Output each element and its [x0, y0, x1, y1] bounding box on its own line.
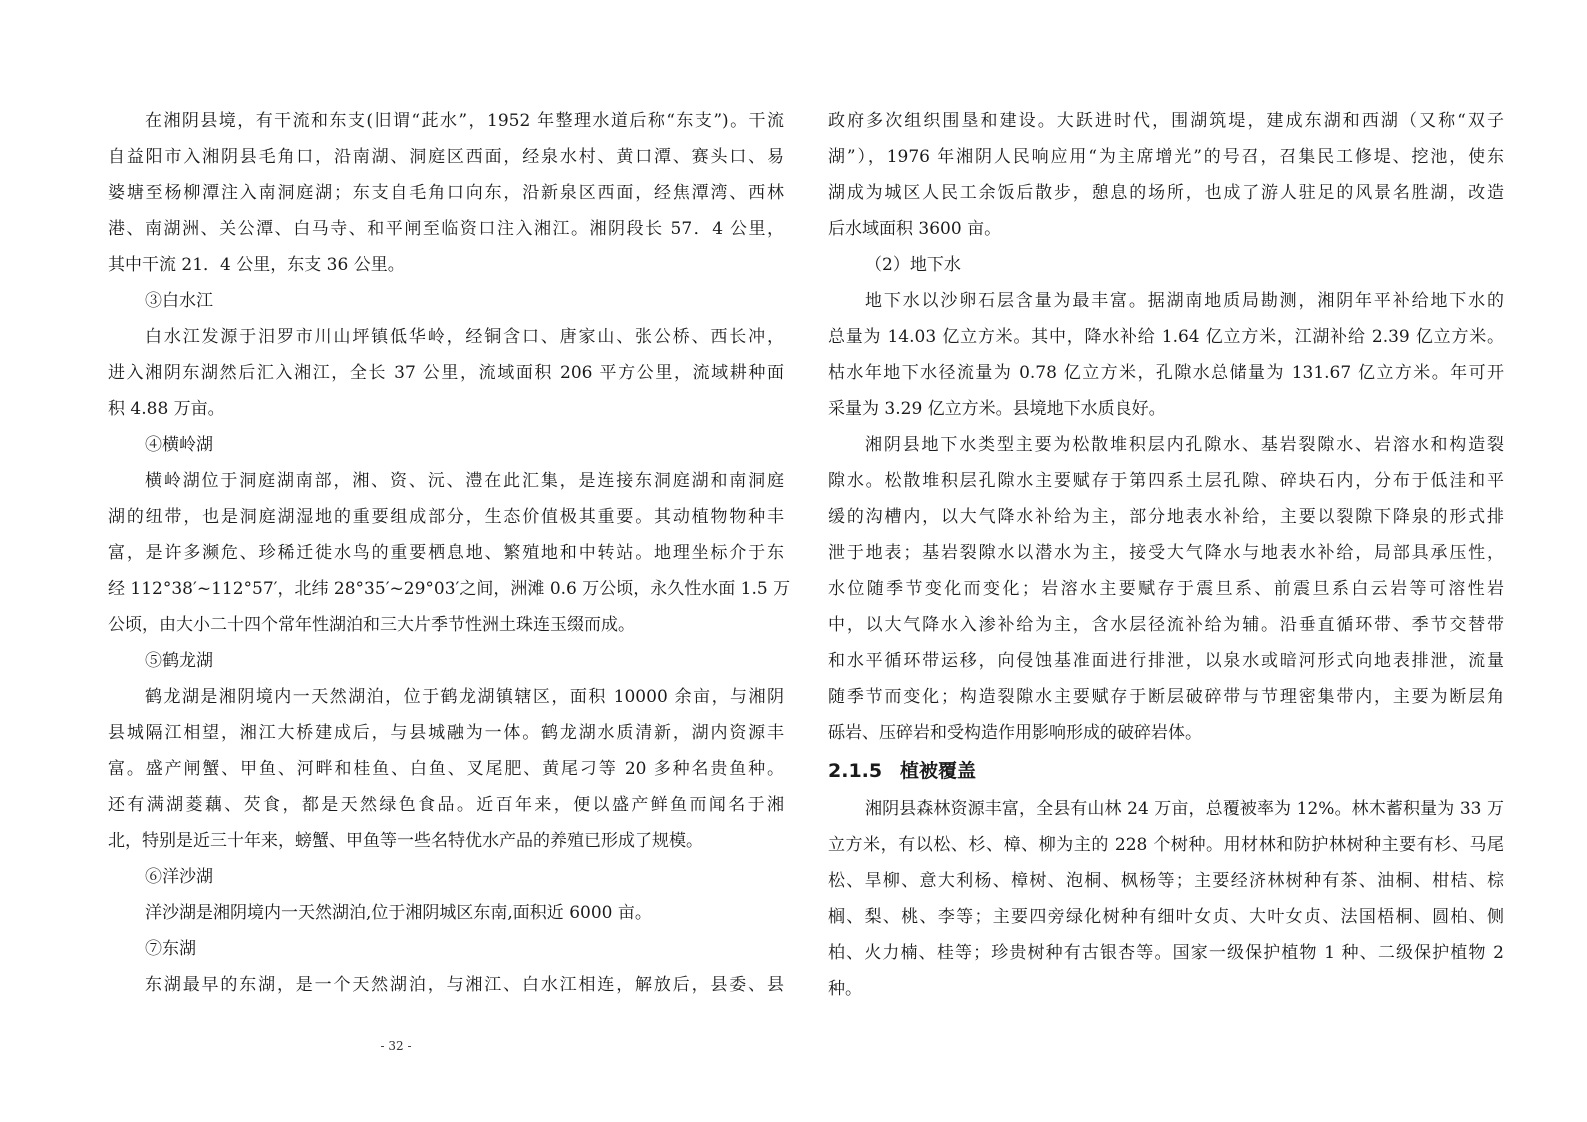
text-line: 东湖最早的东湖，是一个天然湖泊，与湘江、白水江相连，解放后，县委、县 — [145, 975, 784, 995]
text-line: 立方米，有以松、杉、樟、柳为主的 228 个树种。用材林和防护林树种主要有杉、马尾 — [828, 835, 1504, 855]
text-line: ④横岭湖 — [145, 435, 213, 455]
text-line: 中，以大气降水入渗补给为主，含水层径流补给为辅。沿垂直循环带、季节交替带 — [828, 615, 1504, 635]
text-line: 经 112°38′~112°57′，北纬 28°35′~29°03′之间，洲滩 0.6 万公顷，永久性水面 1.5 万 — [108, 579, 791, 599]
groundwater-section — [828, 103, 1504, 751]
text-line: 随季节而变化；构造裂隙水主要赋存于断层破碎带与节理密集带内，主要为断层角 — [828, 687, 1504, 707]
text-line: 积 4.88 万亩。 — [108, 399, 225, 419]
text-line: 婆塘至杨柳潭注入南洞庭湖；东支自毛角口向东，沿新泉区西面，经焦潭湾、西林 — [108, 183, 784, 203]
vegetation-section — [828, 791, 1504, 1007]
text-line: ⑦东湖 — [145, 939, 196, 959]
right-text-column — [828, 103, 1504, 1007]
text-line: 自益阳市入湘阴县毛角口，沿南湖、洞庭区西面，经泉水村、黄口潭、赛头口、易 — [108, 147, 784, 167]
text-line: 湖的纽带，也是洞庭湖湿地的重要组成部分，生态价值极其重要。其动植物物种丰 — [108, 507, 784, 527]
text-line: 后水域面积 3600 亩。 — [828, 219, 1002, 239]
text-line: 和水平循环带运移，向侵蚀基准面进行排泄，以泉水或暗河形式向地表排泄，流量 — [828, 651, 1504, 671]
text-line: 湖”），1976 年湘阴人民响应用“为主席增光”的号召，召集民工修堤、挖池，使东 — [828, 147, 1504, 167]
section-number: 2.1.5 — [828, 760, 883, 782]
text-line: 北，特别是近三十年来，螃蟹、甲鱼等一些名特优水产品的养殖已形成了规模。 — [108, 831, 703, 851]
text-line: 枯水年地下水径流量为 0.78 亿立方米，孔隙水总储量为 131.67 亿立方米。年可开 — [828, 363, 1504, 383]
text-line: 政府多次组织围垦和建设。大跃进时代，围湖筑堤，建成东湖和西湖（又称“双子 — [828, 111, 1504, 131]
text-line: （2）地下水 — [865, 255, 961, 275]
text-line: 砾岩、压碎岩和受构造作用影响形成的破碎岩体。 — [828, 723, 1202, 743]
page-number: - 32 - — [380, 1039, 412, 1053]
section-heading — [828, 751, 1504, 791]
text-line: ⑥洋沙湖 — [145, 867, 213, 887]
text-line: 柏、火力楠、桂等；珍贵树种有古银杏等。国家一级保护植物 1 种、二级保护植物 2 — [828, 943, 1504, 963]
text-line: 在湘阴县境，有干流和东支(旧谓“茈水”，1952 年整理水道后称“东支”)。干流 — [145, 111, 784, 131]
text-line: 水位随季节变化而变化；岩溶水主要赋存于震旦系、前震旦系白云岩等可溶性岩 — [828, 579, 1504, 599]
text-line: 湘阴县地下水类型主要为松散堆积层内孔隙水、基岩裂隙水、岩溶水和构造裂 — [865, 435, 1504, 455]
text-line: 采量为 3.29 亿立方米。县境地下水质良好。 — [828, 399, 1166, 419]
text-line: 其中干流 21．4 公里，东支 36 公里。 — [108, 255, 405, 275]
text-line: 富，是许多濒危、珍稀迁徙水鸟的重要栖息地、繁殖地和中转站。地理坐标介于东 — [108, 543, 784, 563]
text-line: 洋沙湖是湘阴境内一天然湖泊,位于湘阴城区东南,面积近 6000 亩。 — [145, 903, 652, 923]
text-line: 白水江发源于汨罗市川山坪镇低华岭，经铜含口、唐家山、张公桥、西长冲， — [145, 327, 784, 347]
text-line: 缓的沟槽内，以大气降水补给为主，部分地表水补给，主要以裂隙下降泉的形式排 — [828, 507, 1504, 527]
text-line: 富。盛产闸蟹、甲鱼、河畔和桂鱼、白鱼、叉尾肥、黄尾刁等 20 多种名贵鱼种。 — [108, 759, 784, 779]
text-line: 鹤龙湖是湘阴境内一天然湖泊，位于鹤龙湖镇辖区，面积 10000 余亩，与湘阴 — [145, 687, 784, 707]
left-text-column — [108, 103, 791, 1003]
text-line: 隙水。松散堆积层孔隙水主要赋存于第四系土层孔隙、碎块石内，分布于低洼和平 — [828, 471, 1504, 491]
text-line: ③白水江 — [145, 291, 213, 311]
text-line: 港、南湖洲、关公潭、白马寺、和平闸至临资口注入湘江。湘阴段长 57．4 公里， — [108, 219, 784, 239]
text-line: 湘阴县森林资源丰富，全县有山林 24 万亩，总覆被率为 12%。林木蓄积量为 33 万 — [865, 799, 1504, 819]
text-line: 总量为 14.03 亿立方米。其中，降水补给 1.64 亿立方米，江湖补给 2.39 亿立方米。 — [828, 327, 1504, 347]
section-title: 植被覆盖 — [900, 760, 977, 782]
text-line: ⑤鹤龙湖 — [145, 651, 213, 671]
text-line: 县城隔江相望，湘江大桥建成后，与县城融为一体。鹤龙湖水质清新，湖内资源丰 — [108, 723, 784, 743]
text-line: 泄于地表；基岩裂隙水以潜水为主，接受大气降水与地表水补给，局部具承压性， — [828, 543, 1504, 563]
text-line: 榈、梨、桃、李等；主要四旁绿化树种有细叶女贞、大叶女贞、法国梧桐、圆柏、侧 — [828, 907, 1504, 927]
text-line: 地下水以沙卵石层含量为最丰富。据湖南地质局勘测，湘阴年平补给地下水的 — [865, 291, 1504, 311]
text-line: 种。 — [828, 979, 862, 999]
text-line: 横岭湖位于洞庭湖南部，湘、资、沅、澧在此汇集，是连接东洞庭湖和南洞庭 — [145, 471, 784, 491]
text-line: 还有满湖菱藕、芡食，都是天然绿色食品。近百年来，便以盛产鲜鱼而闻名于湘 — [108, 795, 784, 815]
text-line: 进入湘阴东湖然后汇入湘江，全长 37 公里，流域面积 206 平方公里，流域耕种面 — [108, 363, 784, 383]
text-line: 公顷，由大小二十四个常年性湖泊和三大片季节性洲土珠连玉缀而成。 — [108, 615, 635, 635]
text-line: 湖成为城区人民工余饭后散步，憩息的场所，也成了游人驻足的风景名胜湖，改造 — [828, 183, 1504, 203]
text-line: 松、旱柳、意大利杨、樟树、泡桐、枫杨等；主要经济林树种有茶、油桐、柑桔、棕 — [828, 871, 1504, 891]
